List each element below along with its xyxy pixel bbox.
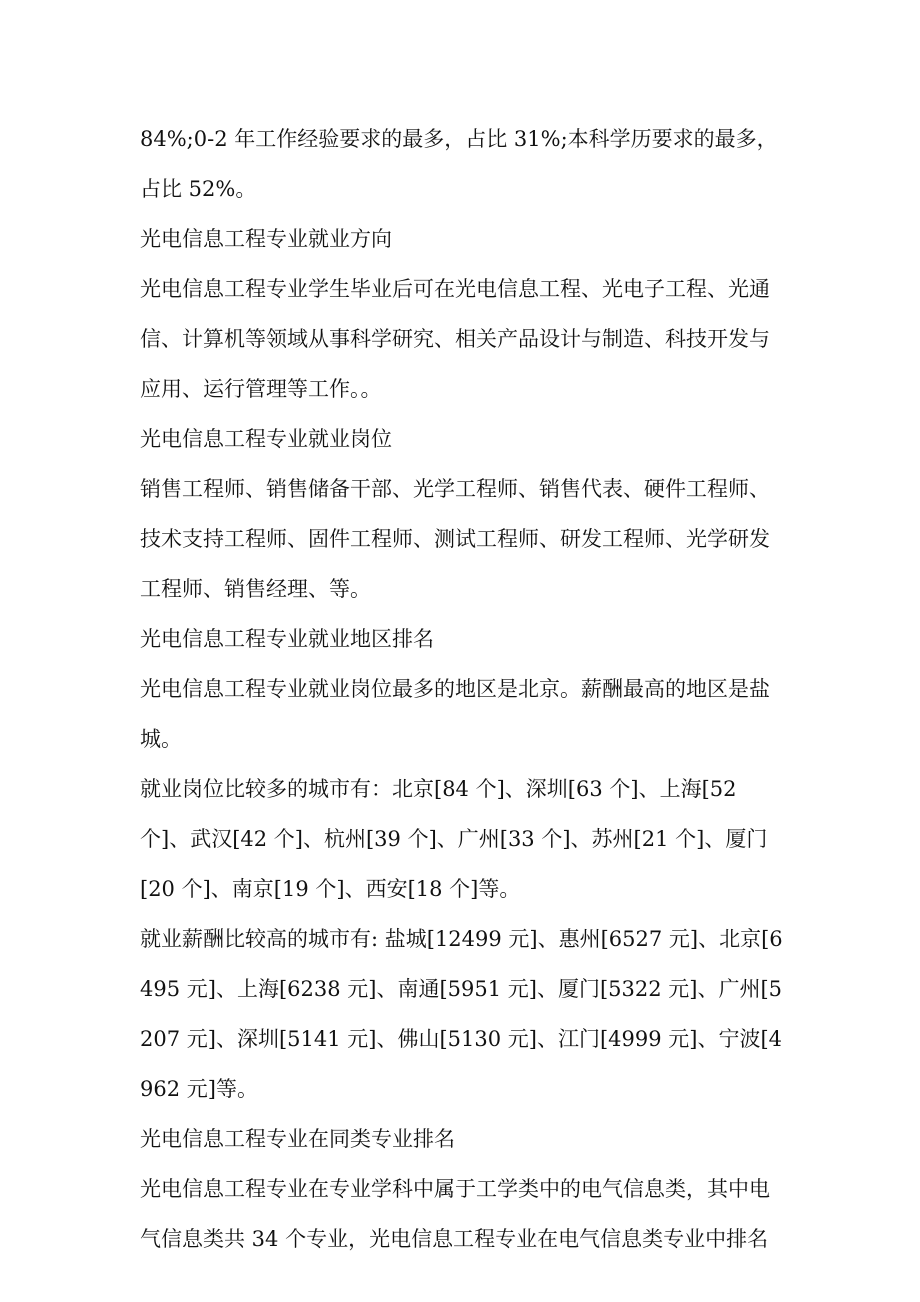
- document-body: [140, 114, 786, 1264]
- paragraph-cities-by-jobs: 就业岗位比较多的城市有：北京[84 个]、深圳[63 个]、上海[52 个]、武汉[42 个]、杭州[39 个]、广州[33 个]、苏州[21 个]、厦门[20 个]、南京[19 个]、西安[18 个]等。: [140, 777, 768, 901]
- paragraph-employment-positions: 销售工程师、销售储备干部、光学工程师、销售代表、硬件工程师、技术支持工程师、固件工程师、测试工程师、研发工程师、光学研发工程师、销售经理、等。: [140, 477, 770, 601]
- paragraph-employment-direction: 光电信息工程专业学生毕业后可在光电信息工程、光电子工程、光通信、计算机等领域从事科学研究、相关产品设计与制造、科技开发与应用、运行管理等工作。。: [140, 277, 770, 401]
- paragraph-cities-by-salary: 就业薪酬比较高的城市有: 盐城[12499 元]、惠州[6527 元]、北京[6495 元]、上海[6238 元]、南通[5951 元]、厦门[5322 元]、广州[5207 元]、深圳[5141 元]、佛山[5130 元]、江门[4999 元]、宁波[4962 元]等。: [140, 927, 783, 1101]
- heading-region-ranking: 光电信息工程专业就业地区排名: [140, 627, 434, 651]
- paragraph-stats-continuation: 84%;0-2 年工作经验要求的最多，占比 31%;本科学历要求的最多，占比 52%。: [140, 127, 778, 201]
- paragraph-major-ranking: 光电信息工程专业在专业学科中属于工学类中的电气信息类，其中电气信息类共 34 个专业，光电信息工程专业在电气信息类专业中排名: [140, 1177, 770, 1251]
- heading-employment-direction: 光电信息工程专业就业方向: [140, 227, 392, 251]
- paragraph-region-summary: 光电信息工程专业就业岗位最多的地区是北京。薪酬最高的地区是盐城。: [140, 677, 770, 751]
- heading-major-ranking: 光电信息工程专业在同类专业排名: [140, 1127, 455, 1151]
- heading-employment-positions: 光电信息工程专业就业岗位: [140, 427, 392, 451]
